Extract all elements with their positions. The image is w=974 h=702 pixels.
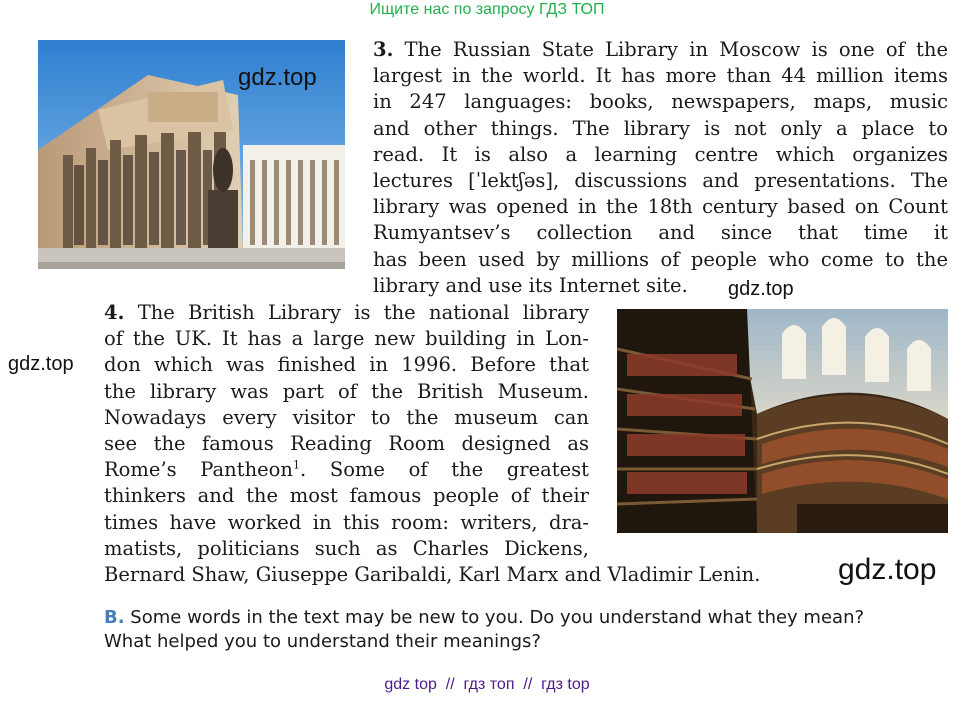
paragraph-3-line: and other things. The library is not only a place to (373, 116, 948, 140)
exercise-line-2: What helped you to understand their meanings? (104, 631, 541, 652)
footer-links[interactable]: gdz top // гдз топ // гдз top (384, 676, 590, 693)
pantheon-text: Rome’s Pantheon (104, 458, 293, 482)
paragraph-3-line: library was opened in the 18th century based on Count (373, 195, 948, 219)
paragraph-4-first-text: The British Library is the national library (137, 301, 589, 324)
paragraph-4-line: the library was part of the British Museum. (104, 379, 589, 403)
paragraph-4-first-line (104, 300, 589, 326)
exercise-letter: B. (104, 607, 125, 628)
paragraph-4-line: times have worked in this room: writers, dra- (104, 510, 589, 534)
paragraph-3-number: 3. (373, 38, 394, 61)
paragraph-4-line: don which was finished in 1996. Before that (104, 353, 589, 377)
watermark-top: gdz.top (238, 64, 317, 91)
paragraph-4-line: Nowadays every visitor to the museum can (104, 405, 589, 429)
top-banner: Ищите нас по запросу ГДЗ ТОП (369, 1, 605, 18)
exercise-b (104, 606, 954, 654)
paragraph-3-last-line: library and use its Internet site. (373, 273, 688, 297)
paragraph-4-number: 4. (104, 301, 125, 324)
paragraph-3-line: read. It is also a learning centre which organizes (373, 142, 948, 166)
watermark-left: gdz.top (8, 353, 74, 375)
paragraph-3-line: in 247 languages: books, newspapers, maps, music (373, 90, 948, 114)
exercise-line-1 (104, 606, 954, 630)
pantheon-rest-text: . Some of the greatest (299, 458, 589, 482)
watermark-bottom-right: gdz.top (838, 553, 937, 586)
paragraph-3-line: lectures [ˈlektʃəs], discussions and presentations. The (373, 169, 948, 193)
paragraph-3-line: has been used by millions of people who come to the (373, 247, 948, 271)
paragraph-3 (373, 37, 948, 299)
paragraph-3-line: Rumyantsev’s collection and since that time it (373, 221, 948, 245)
exercise-text-1: Some words in the text may be new to you. Do you understand what they mean? (130, 607, 865, 628)
paragraph-3-first-line (373, 37, 948, 63)
watermark-middle-right: gdz.top (728, 278, 794, 300)
paragraph-3-first-text: The Russian State Library in Moscow is one of the (404, 38, 948, 61)
paragraph-4 (104, 300, 589, 562)
reading-room-photo (617, 309, 948, 533)
paragraph-4-line: of the UK. It has a large new building in Lon- (104, 327, 589, 351)
paragraph-4-pantheon-line (104, 457, 589, 483)
footnote-mark: 1 (292, 458, 300, 472)
paragraph-4-line: thinkers and the most famous people of their (104, 484, 589, 508)
paragraph-4-line: see the famous Reading Room designed as (104, 432, 589, 456)
paragraph-4-line: matists, politicians such as Charles Dickens, (104, 536, 589, 560)
paragraph-3-line: largest in the world. It has more than 44 million items (373, 64, 948, 88)
paragraph-4-last-line: Bernard Shaw, Giuseppe Garibaldi, Karl Marx and Vladimir Lenin. (104, 563, 761, 586)
